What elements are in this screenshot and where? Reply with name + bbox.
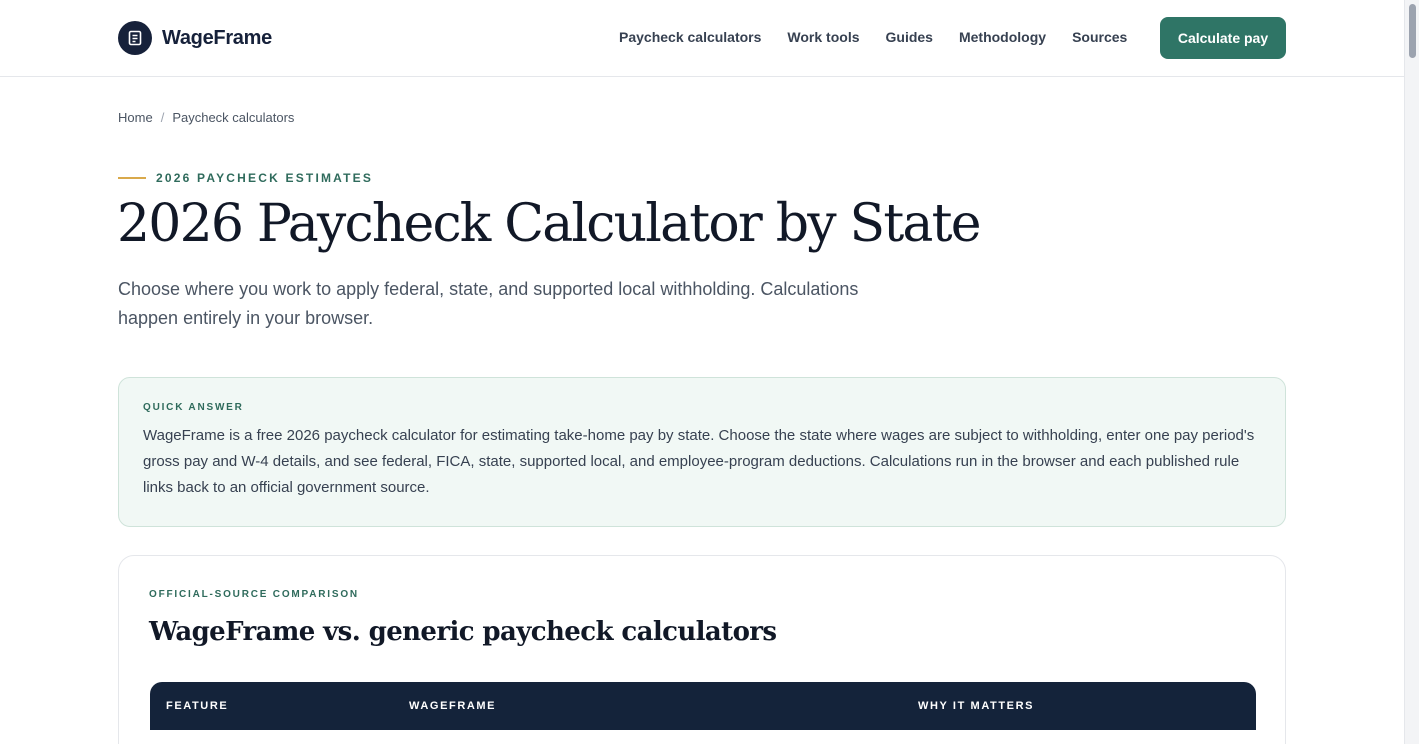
page-subtitle: Choose where you work to apply federal, state, and supported local withholding. Calculations happen entirely in your browser. [118,279,859,328]
breadcrumb-home-link[interactable]: Home [118,110,153,125]
brand-name: WageFrame [162,26,272,49]
main-nav [619,29,1153,45]
comparison-card [118,555,1286,744]
column-header-why-it-matters: WHY IT MATTERS [918,700,1035,712]
hero-eyebrow [118,171,373,185]
quick-answer-box [118,377,1286,527]
calculate-pay-button[interactable]: Calculate pay [1160,17,1286,59]
quick-answer-body: WageFrame is a free 2026 paycheck calculator for estimating take-home pay by state. Choose the state where wages are subject to withholding, enter one pay period's gross pay and W-4 details, and see federal, FICA, state, supported local, and employee-program deductions. Calculations run in the browser and each published rule links back to an official government source. [143,427,1255,496]
breadcrumb-separator: / [160,110,165,125]
nav-methodology[interactable]: Methodology [958,29,1047,45]
comparison-label: OFFICIAL-SOURCE COMPARISON [149,589,359,600]
site-header [0,0,1404,77]
eyebrow-text: 2026 PAYCHECK ESTIMATES [156,171,374,185]
scrollbar-thumb[interactable] [1409,4,1416,58]
page-scrollbar[interactable] [1404,0,1419,744]
column-header-wageframe: WAGEFRAME [409,700,497,712]
nav-guides[interactable]: Guides [885,29,933,45]
nav-work-tools[interactable]: Work tools [787,29,860,45]
comparison-table-header [150,682,1256,730]
quick-answer-label: QUICK ANSWER [143,402,244,413]
brand-logo[interactable] [118,21,272,55]
breadcrumb [118,110,294,125]
breadcrumb-current: Paycheck calculators [172,110,295,125]
eyebrow-accent-line [118,177,146,179]
logo-mark-icon [118,21,152,55]
comparison-title: WageFrame vs. generic paycheck calculators [149,617,777,647]
column-header-feature: FEATURE [166,700,229,712]
nav-sources[interactable]: Sources [1072,29,1128,45]
page-title: 2026 Paycheck Calculator by State [117,194,980,254]
nav-paycheck-calculators[interactable]: Paycheck calculators [619,29,762,45]
